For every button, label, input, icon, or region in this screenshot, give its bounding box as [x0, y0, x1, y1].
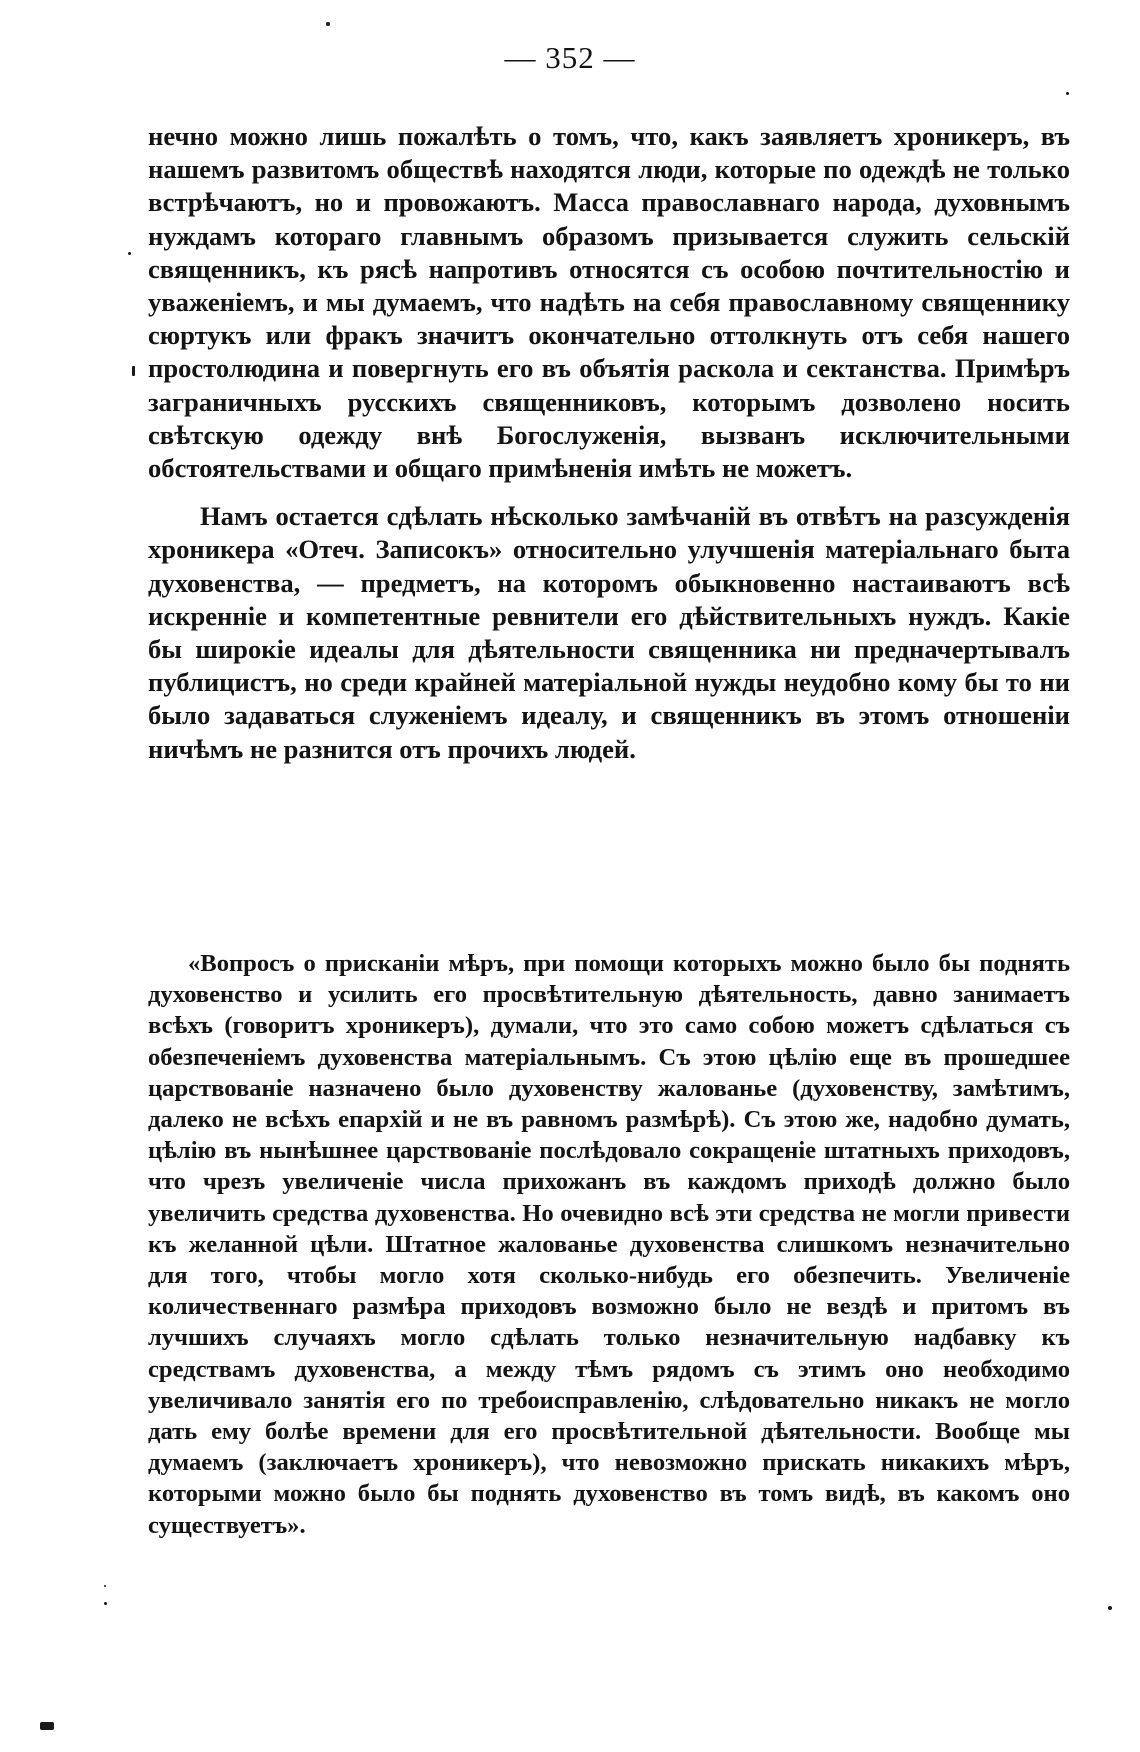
main-text-block [148, 120, 1070, 766]
paragraph-body: Намъ остается сдѣлать нѣсколько замѣчаній въ отвѣтъ на разсужденія хроникера «Отеч. Записокъ» относительно улучшенія матеріальнаго быта духовенства, — предметъ, на которомъ обыкновенно настаиваютъ всѣ искренніе и компетентные ревнители его дѣйствительныхъ нуждъ. Какіе бы широкіе идеалы для дѣятельности священника ни предначертывалъ публицистъ, но среди крайней матеріальной нужды неудобно кому бы то ни было задаваться служеніемъ идеалу, и священникъ въ этомъ отношеніи ничѣмъ не разнится отъ прочихъ людей. [148, 501, 1070, 764]
scan-speck [104, 1585, 106, 1587]
scan-speck [1108, 1606, 1112, 1610]
paragraph-continuation: нечно можно лишь пожалѣть о томъ, что, какъ заявляетъ хроникеръ, въ нашемъ развитомъ обществѣ находятся люди, которые по одеждѣ не только встрѣчаютъ, но и провожаютъ. Масса православнаго народа, духовнымъ нуждамъ котораго главнымъ образомъ призывается служить сельскій священникъ, къ рясѣ напротивъ относятся съ особою почтительностію и уваженіемъ, и мы думаемъ, что надѣть на себя православному священнику сюртукъ или фракъ значитъ окончательно оттолкнуть отъ себя нашего простолюдина и повергнуть его въ объятія раскола и сектанства. Примѣръ заграничныхъ русскихъ священниковъ, которымъ дозволено носить свѣтскую одежду внѣ Богослуженія, вызванъ исключительными обстоятельствами и общаго примѣненія имѣть не можетъ. [148, 121, 1070, 484]
page-number: — 352 — [504, 40, 636, 75]
scan-speck [326, 22, 330, 26]
quotation-paragraph: «Вопросъ о прискaніи мѣръ, при помощи которыхъ можно было бы поднять духовенство и усилить его просвѣтительную дѣятельность, давно занимаетъ всѣхъ (говоритъ хроникеръ), думали, что это само собою можетъ сдѣлаться съ обезпеченіемъ духовенства матеріальнымъ. Съ этою цѣлію еще въ прошедшее царствованіе назначено было духовенству жалованье (духовенству, замѣтимъ, далеко не всѣхъ епархій и не въ равномъ размѣрѣ). Съ этою же, надобно думать, цѣлію въ нынѣшнее царствованіе послѣдовало сокращеніе штатныхъ приходовъ, что чрезъ увеличеніе числа прихожанъ въ каждомъ приходѣ должно было увеличить средства духовенства. Но очевидно всѣ эти средства не могли привести къ желанной цѣли. Штатное жалованье духовенства слишкомъ незначительно для того, чтобы могло хотя сколько-нибудь его обезпечить. Увеличеніе количественнаго размѣра приходовъ возможно было не вездѣ и притомъ въ лучшихъ случаяхъ могло сдѣлать только незначительную надбавку къ средствамъ духовенства, а между тѣмъ рядомъ съ этимъ оно необходимо увеличивало занятія его по требоисправленію, слѣдовательно никакъ не могло дать ему болѣе времени для его просвѣтительной дѣятельности. Вообще мы думаемъ (заключаетъ хроникеръ), что невозможно прискать никакихъ мѣръ, которыми можно было бы поднять духовенство въ томъ видѣ, въ какомъ оно существуетъ». [148, 950, 1070, 1539]
quotation-block [148, 948, 1070, 1541]
scan-speck [104, 1602, 107, 1605]
scan-speck [1066, 92, 1069, 95]
scan-speck [128, 252, 131, 255]
scan-edge-mark [40, 1722, 54, 1730]
scan-speck [132, 366, 135, 376]
